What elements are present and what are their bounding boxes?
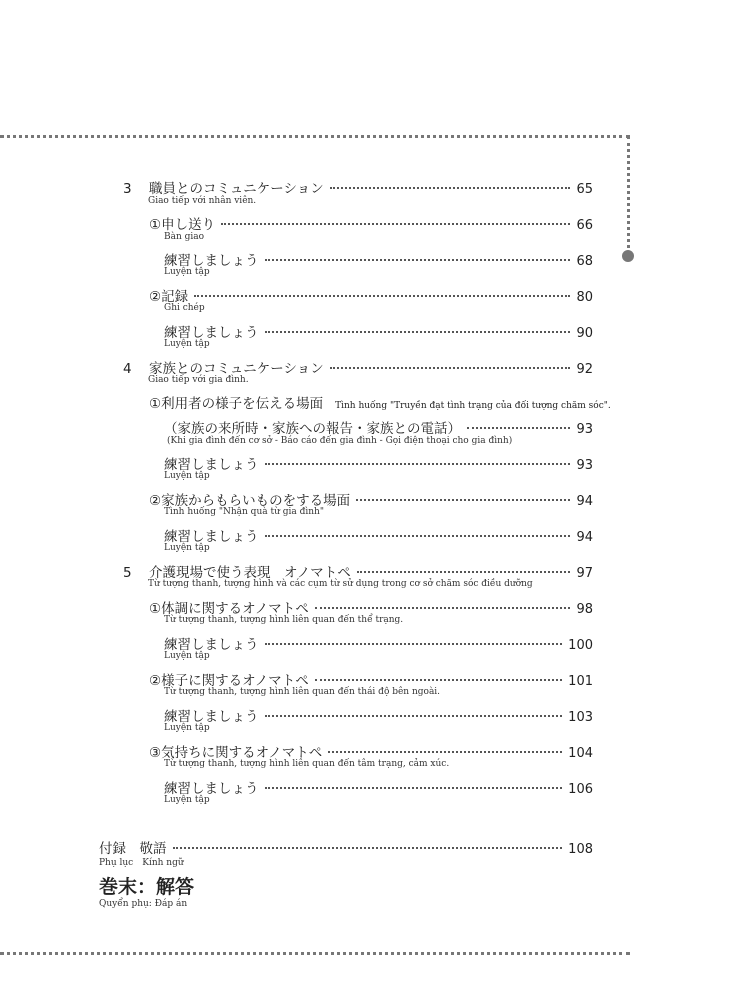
entry-translation: Luyện tập [164,267,210,277]
dot-leader [265,643,563,645]
toc-entry[interactable] [164,321,593,341]
dot-leader [467,427,570,429]
entry-title: 練習しましょう [164,529,259,545]
entry-title: 練習しましょう [164,637,259,653]
toc-entry-chapter-3[interactable] [123,177,593,197]
entry-translation: Từ tượng thanh, tượng hình liên quan đến thể trạng. [164,615,404,625]
entry-title: ①体調に関するオノマトペ [149,601,309,617]
page-number: 92 [576,362,593,377]
page-number: 100 [568,638,593,653]
entry-title: ③気持ちに関するオノマトペ [149,745,323,761]
entry-title: 練習しましょう [164,325,259,341]
entry-translation: Luyện tập [164,651,210,661]
page-number: 103 [568,710,593,725]
entry-translation: Luyện tập [164,339,210,349]
toc-entry-appendix[interactable] [99,837,593,857]
dot-leader [265,715,563,717]
dotted-border-top [0,135,630,138]
page-number: 90 [576,326,593,341]
entry-title: ①申し送り [149,217,216,233]
dot-leader [221,223,570,225]
dot-leader [265,259,571,261]
bullet-dot [622,250,634,262]
entry-translation: Luyện tập [164,723,210,733]
answers-section-title[interactable]: 巻末：解答 [99,876,195,898]
dot-leader [315,607,571,609]
dot-leader [356,499,570,501]
dot-leader [330,367,571,369]
entry-title: 付録 敬語 [99,841,167,857]
toc-entry[interactable] [149,285,593,305]
entry-translation: Tình huống "Nhận quà từ gia đình" [164,507,324,517]
page-number: 94 [576,530,593,545]
entry-title: 練習しましょう [164,253,259,269]
entry-translation: Luyện tập [164,795,210,805]
toc-entry[interactable] [164,417,593,437]
entry-title: 介護現場で使う表現 オノマトペ [149,565,351,581]
dotted-border-right [627,136,630,254]
dot-leader [265,463,571,465]
page-number: 106 [568,782,593,797]
page-number: 94 [576,494,593,509]
page-number: 93 [576,422,593,437]
toc-entry-chapter-5[interactable] [123,561,593,581]
dot-leader [315,679,562,681]
entry-title: ②記録 [149,289,189,305]
entry-translation: Ghi chép [164,303,205,313]
entry-title: 練習しましょう [164,457,259,473]
entry-translation: Phụ lục Kính ngữ [99,858,184,868]
dot-leader [265,787,563,789]
toc-entry[interactable] [149,489,593,509]
toc-entry[interactable] [164,525,593,545]
dot-leader [330,187,571,189]
dot-leader [265,535,571,537]
dot-leader [328,751,562,753]
toc-entry[interactable] [149,392,611,412]
page-number: 101 [568,674,593,689]
chapter-number: 4 [123,361,132,377]
dot-leader [173,847,563,849]
entry-translation: Từ tượng thanh, tượng hình và các cụm từ sử dụng trong cơ sở chăm sóc điều dưỡng [148,579,533,589]
dot-leader [265,331,571,333]
page-number: 108 [568,842,593,857]
page-number: 66 [576,218,593,233]
entry-translation: Luyện tập [164,543,210,553]
page-number: 65 [576,182,593,197]
dot-leader [194,295,570,297]
entry-translation: Giao tiếp với nhân viên. [148,196,257,206]
toc-entry[interactable] [149,669,593,689]
entry-translation: Luyện tập [164,471,210,481]
answers-section-translation: Quyển phụ: Đáp án [99,899,188,909]
entry-title: ②家族からもらいものをする場面 [149,493,351,509]
toc-entry-chapter-4[interactable] [123,357,593,377]
chapter-number: 5 [123,565,132,581]
dotted-border-bottom [0,952,630,955]
entry-title: ②様子に関するオノマトペ [149,673,309,689]
toc-entry[interactable] [164,633,593,653]
entry-title: （家族の来所時・家族への報告・家族との電話） [164,421,461,437]
entry-title: 練習しましょう [164,781,259,797]
entry-translation: Từ tượng thanh, tượng hình liên quan đến tâm trạng, cảm xúc. [164,759,450,769]
chapter-number: 3 [123,181,132,197]
toc-entry[interactable] [149,213,593,233]
entry-translation: Bàn giao [164,232,205,242]
entry-translation: Giao tiếp với gia đình. [148,375,249,385]
entry-title: 練習しましょう [164,709,259,725]
page-number: 93 [576,458,593,473]
toc-entry[interactable] [164,453,593,473]
dot-leader [357,571,571,573]
entry-translation: (Khi gia đình đến cơ sở - Báo cáo đến gia đình - Gọi điện thoại cho gia đình) [167,436,513,446]
page-number: 104 [568,746,593,761]
page-number: 68 [576,254,593,269]
page-number: 97 [576,566,593,581]
entry-inline-translation: Tình huống "Truyền đạt tình trạng của đối tượng chăm sóc". [335,401,611,411]
toc-entry[interactable] [164,249,593,269]
page-number: 80 [576,290,593,305]
entry-translation: Từ tượng thanh, tượng hình liên quan đến thái độ bên ngoài. [164,687,441,697]
toc-entry[interactable] [149,741,593,761]
toc-entry[interactable] [164,705,593,725]
toc-entry[interactable] [164,777,593,797]
entry-title: 職員とのコミュニケーション [149,181,324,197]
page-number: 98 [576,602,593,617]
entry-title: 家族とのコミュニケーション [149,361,324,377]
toc-entry[interactable] [149,597,593,617]
entry-title: ①利用者の様子を伝える場面 [149,396,324,412]
